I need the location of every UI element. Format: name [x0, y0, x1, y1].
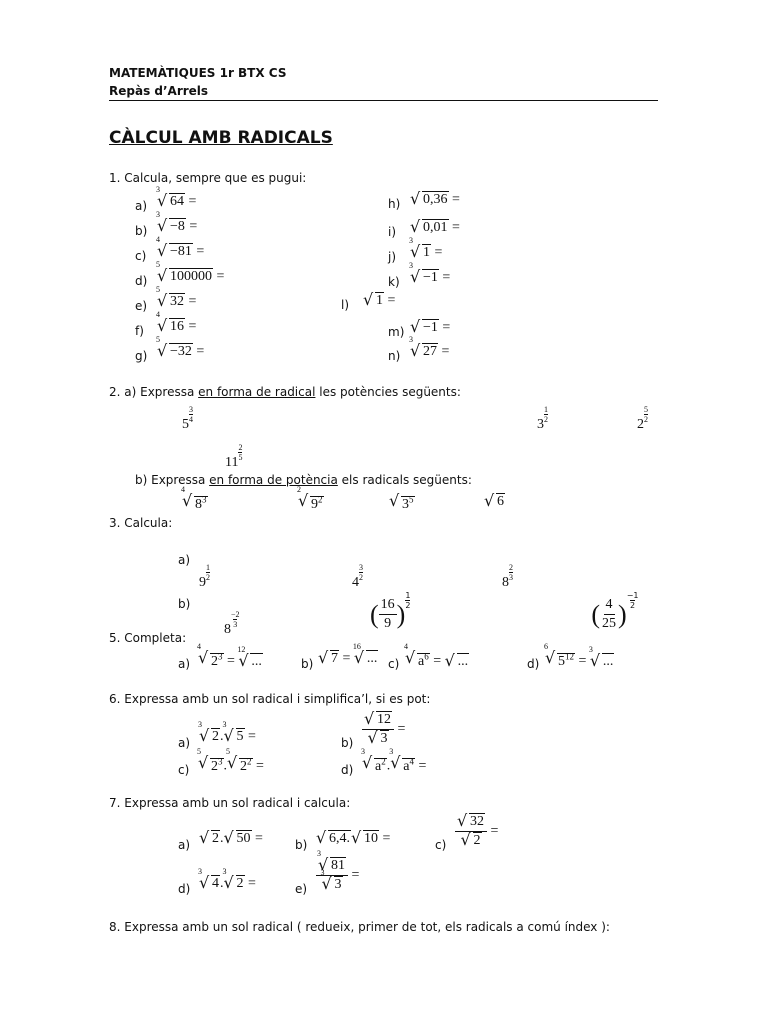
radicand: ...: [366, 651, 378, 666]
radicand: −81: [170, 244, 192, 259]
exp-den: 2: [630, 601, 636, 610]
course-title: MATEMÀTIQUES 1r BTX CS: [109, 66, 287, 80]
radicand: [210, 758, 224, 774]
radical: [364, 712, 392, 728]
radicand: −1: [423, 270, 438, 285]
q1-item-expression: √ 5 −32 =: [157, 344, 204, 360]
exponent-fraction: [189, 405, 193, 424]
q1-item-expression: √ 3 1 =: [410, 245, 442, 261]
expression: √ 3 81 √ 3 3 =: [316, 858, 359, 893]
denominator: 25: [602, 616, 617, 631]
q1-item-label: e): [135, 299, 148, 313]
radical: [199, 831, 220, 847]
exp-den: 3: [509, 572, 513, 582]
paren: ): [618, 599, 627, 629]
q7-label: e): [295, 882, 308, 896]
radical: [318, 651, 339, 667]
radicand: [401, 496, 415, 512]
q5-label: b): [301, 657, 314, 671]
fractional-power: [352, 562, 363, 591]
radicand: −8: [170, 219, 185, 234]
exp-num: 1: [206, 562, 210, 572]
radicand: [402, 758, 415, 774]
radical: [409, 261, 439, 286]
radical-index: √ 3: [222, 867, 227, 876]
power: [211, 756, 223, 774]
fractional-power: [591, 591, 639, 632]
radicand: 1: [423, 245, 430, 260]
radical-index: √ 5: [197, 747, 201, 756]
q2-prompt-b: b) Expressa en forma de potència els radicals següents:: [135, 473, 472, 487]
exp-den: 2: [544, 415, 548, 424]
power: [375, 756, 386, 774]
power: [418, 651, 429, 669]
fractional-power: [637, 405, 648, 433]
fraction: [379, 597, 397, 632]
radical-index: √ 5: [156, 260, 160, 269]
radicand: 100000: [170, 269, 212, 284]
exponent-fraction: [405, 591, 410, 610]
expression: √ 32 √ 2 =: [455, 814, 498, 849]
power-base: 2: [211, 653, 218, 669]
radicand: 5: [236, 729, 244, 744]
radicand: 50: [236, 831, 251, 846]
power-exponent: 2: [318, 494, 323, 504]
exponent-fraction: [544, 405, 548, 424]
power: [311, 494, 323, 512]
q1-item-label: h): [388, 197, 401, 211]
expression: [370, 597, 406, 631]
q6-label: b): [341, 736, 354, 750]
radical-index: √ 5: [156, 285, 160, 294]
radicand: 64: [170, 194, 184, 209]
fractional-power: [225, 443, 243, 471]
expression: √ 6 $5^{12}$ = √ 3 ...: [545, 651, 614, 670]
exp-num: 3: [189, 405, 193, 414]
power-base: 6: [497, 494, 504, 509]
q2-radical: [389, 494, 415, 513]
expression: √ 5 $2^3$. √ 5 $2^2$ =: [198, 756, 264, 775]
power-base: 2: [637, 417, 644, 432]
denominator: 9: [384, 616, 392, 631]
radical: [156, 185, 185, 210]
exp-num: 5: [644, 405, 648, 414]
radical: [368, 731, 389, 747]
denominator: [459, 832, 484, 849]
power-base: 2: [240, 758, 247, 774]
radicand: 0,36: [423, 192, 448, 207]
radicand: ...: [457, 653, 469, 669]
radical: [409, 236, 431, 261]
radical: [222, 720, 245, 745]
expression: √ 4 $2^3$ = √ 12 ...: [198, 651, 263, 670]
radicand: [194, 496, 208, 512]
fractional-power: [502, 562, 513, 591]
header-divider: [109, 100, 658, 101]
exp-num: 2: [238, 443, 243, 452]
power-exponent: 3: [218, 651, 223, 661]
radical: [156, 335, 193, 360]
radical-index: √ 3: [320, 868, 325, 877]
radical-index: √ 4: [156, 310, 160, 319]
q7-label: b): [295, 838, 308, 852]
power-base: 9: [311, 496, 318, 512]
q1-item-label: k): [388, 275, 400, 289]
exp-num: 1: [405, 591, 411, 600]
q5-prompt: 5. Completa:: [109, 631, 187, 645]
paren: ): [396, 599, 406, 629]
power-exponent: 2: [381, 756, 386, 766]
exp-den: 2: [206, 572, 210, 582]
expression: √ 4 $a^6$ = √ ...: [405, 651, 469, 670]
q8-prompt: 8. Expressa amb un sol radical ( redueix, primer de tot, els radicals a comú índex ):: [109, 920, 610, 934]
radical-index: √ 3: [156, 185, 160, 194]
radical: [588, 644, 615, 670]
radical: [410, 192, 449, 208]
course-subtitle: Repàs d’Arrels: [109, 84, 209, 98]
power-base: 8: [502, 574, 509, 590]
power: [558, 651, 574, 669]
expression: √ 12 √ 3 =: [362, 712, 405, 747]
radical: [237, 644, 263, 670]
denominator: [366, 730, 391, 747]
radical: [156, 235, 193, 260]
radical: [156, 285, 185, 310]
fractional-power: [370, 591, 411, 632]
power-base: 9: [199, 574, 206, 590]
paren: (: [591, 599, 601, 629]
radical-index: √ 3: [409, 261, 413, 270]
radical: [156, 260, 213, 285]
q1-item-expression: √ 4 16 =: [157, 319, 196, 335]
radical-index: √ 3: [198, 867, 202, 876]
fraction: [600, 597, 618, 632]
radical: [320, 868, 343, 893]
exponent-fraction: [644, 405, 648, 424]
power-exponent: 3: [202, 494, 207, 504]
fraction: [316, 849, 348, 893]
power-base: 3: [402, 496, 409, 512]
q6-label: d): [341, 763, 354, 777]
fraction: [455, 814, 487, 849]
exponent-fraction: [231, 610, 240, 629]
radical: [316, 831, 351, 847]
radical-index: √ 3: [588, 644, 593, 654]
radicand: [417, 653, 430, 669]
q1-item-label: n): [388, 349, 401, 363]
radical: [297, 485, 324, 513]
q6-label: c): [178, 763, 190, 777]
q1-item-label: g): [135, 349, 148, 363]
q2-radical: [484, 494, 505, 510]
exp-den: 5: [238, 453, 243, 462]
radical: [404, 642, 430, 670]
radicand: [374, 758, 387, 774]
q3-prompt: 3. Calcula:: [109, 516, 173, 530]
q1-item-expression: √ 4 −81 =: [157, 244, 204, 260]
expression: √ 6,4.√ 10 =: [316, 831, 390, 847]
power-base: 11: [225, 455, 239, 470]
radical: [197, 747, 224, 775]
exp-num: 1: [544, 405, 548, 414]
radical: [457, 814, 485, 830]
power-base: 8: [195, 496, 202, 512]
radical: [361, 747, 387, 775]
exponent-fraction: [238, 443, 242, 462]
radicand: 0,01: [423, 220, 448, 235]
radical: [197, 642, 224, 670]
radical-index: √ 4: [197, 642, 201, 651]
exponent-fraction: [359, 563, 363, 582]
q1-prompt: 1. Calcula, sempre que es pugui:: [109, 171, 307, 185]
q1-item-expression: √ −1 =: [410, 320, 450, 336]
radicand: 2: [212, 831, 219, 846]
q2-radical: [181, 485, 208, 513]
q1-item-expression: √ 3 −1 =: [410, 270, 450, 286]
radical-index: √ 3: [409, 236, 413, 245]
q5-label: d): [527, 657, 540, 671]
radicand: 3: [334, 877, 342, 892]
radical: [224, 831, 252, 847]
radicand: 32: [470, 814, 484, 829]
power-base: 5: [182, 417, 189, 432]
radicand: 2: [236, 876, 244, 891]
q7-label: a): [178, 838, 191, 852]
numerator: 16: [379, 597, 397, 615]
exp-num: −1: [626, 591, 639, 600]
q1-item-label: f): [135, 324, 144, 338]
q1-item-expression: √ 3 −8 =: [157, 219, 197, 235]
q7-label: c): [435, 838, 447, 852]
q1-item-label: m): [388, 325, 405, 339]
radicand: 1: [376, 293, 383, 308]
power: [497, 494, 504, 509]
radical: [410, 320, 439, 336]
q6-label: a): [178, 736, 191, 750]
q1-item-expression: √ 3 27 =: [410, 344, 449, 360]
radicand: 32: [170, 294, 184, 309]
power-base: 3: [537, 417, 544, 432]
radicand: 2: [473, 833, 481, 848]
power-exponent: 5: [409, 494, 414, 504]
q1-item-expression: √ 0,36 =: [410, 192, 460, 208]
q1-item-label: j): [388, 250, 397, 264]
radical: [226, 747, 253, 775]
q7-prompt: 7. Expressa amb un sol radical i calcula:: [109, 796, 351, 810]
power-base: 4: [352, 574, 359, 590]
radicand: [210, 653, 224, 669]
power: [240, 756, 252, 774]
radicand: 3: [380, 731, 388, 746]
radical-index: √ 2: [297, 485, 301, 494]
radical-index: √ 4: [156, 235, 160, 244]
radical-index: √ 4: [181, 485, 185, 494]
radicand: [496, 493, 505, 509]
radical: [181, 485, 208, 513]
q1-item-expression: √ 1 =: [363, 293, 395, 309]
radicand: −32: [170, 344, 192, 359]
q6-prompt: 6. Expressa amb un sol radical i simplifica’l, si es pot:: [109, 692, 431, 706]
radicand: −1: [423, 320, 438, 335]
radical: [363, 293, 384, 309]
power-base: a: [403, 758, 410, 774]
exp-num: −2: [231, 609, 240, 619]
q1-item-label: i): [388, 225, 397, 239]
power-base: 8: [224, 621, 231, 637]
radical-index: √ 3: [198, 720, 202, 729]
radicand: 12: [377, 712, 391, 727]
power-exponent: 3: [218, 756, 223, 766]
power-exponent: 6: [424, 651, 429, 661]
radical: [156, 210, 186, 235]
q1-item-label: c): [135, 249, 147, 263]
radical-index: √ 5: [226, 747, 230, 756]
fraction: [362, 712, 394, 747]
exp-num: 3: [359, 562, 363, 572]
radical: [544, 642, 575, 670]
radical-index: √ 3: [317, 849, 321, 858]
radicand: ...: [251, 653, 262, 669]
exp-den: 2: [359, 572, 363, 582]
q1-item-label: l): [341, 298, 350, 312]
expression: √ 3 $a^2$. √ 3 $a^4$ =: [362, 756, 426, 775]
fractional-power: [224, 609, 240, 638]
q2-radical: [297, 485, 324, 513]
power-base: 5: [558, 653, 565, 669]
q1-item-label: d): [135, 274, 148, 288]
radicand: [557, 653, 575, 669]
power: [211, 651, 223, 669]
radical-index: √ 12: [237, 644, 246, 654]
fractional-power: [182, 405, 193, 433]
exponent-fraction: [206, 563, 210, 582]
paren: (: [370, 599, 379, 629]
radical-index: √ 3: [389, 747, 394, 756]
expression: √ 2.√ 50 =: [199, 831, 263, 847]
radical-index: √ 5: [156, 335, 160, 344]
radicand: 10: [364, 831, 378, 846]
q2-prompt-a: 2. a) Expressa en forma de radical les potències següents:: [109, 385, 461, 399]
radicand: ...: [602, 653, 614, 669]
expression: √ 3 4. √ 3 2 =: [199, 876, 256, 892]
denominator: [320, 868, 345, 893]
power-exponent: 2: [247, 756, 252, 766]
radicand: [239, 758, 253, 774]
radical-index: √ 3: [409, 335, 413, 344]
radicand: 27: [423, 344, 437, 359]
power: [403, 756, 414, 774]
radicand: 4: [212, 876, 219, 891]
expression: [591, 597, 627, 631]
exponent-fraction: [509, 563, 513, 582]
q5-label: a): [178, 657, 191, 671]
radical: [222, 867, 245, 892]
exp-den: 3: [233, 619, 238, 629]
expression: √ 7 = √ 16 ...: [318, 651, 378, 667]
power: [402, 494, 414, 512]
radical: [389, 747, 415, 775]
radical-index: √ 4: [404, 642, 408, 651]
radical: [198, 867, 220, 892]
radical: [410, 220, 449, 236]
radicand: [310, 496, 324, 512]
radicand: 2: [212, 729, 219, 744]
expression: √ 3 2. √ 3 5 =: [199, 729, 256, 745]
fractional-power: [537, 405, 548, 433]
radical-index: √ 6: [544, 642, 548, 651]
radicand: 16: [170, 319, 184, 334]
radical: [484, 494, 505, 510]
exp-den: 4: [189, 415, 193, 424]
q1-item-expression: √ 5 100000 =: [157, 269, 224, 285]
radical-index: √ 16: [352, 642, 361, 651]
q1-item-expression: √ 0,01 =: [410, 220, 460, 236]
radical-index: √ 3: [361, 747, 365, 756]
exp-num: 2: [509, 562, 513, 572]
power-base: a: [418, 653, 425, 669]
radical: [156, 310, 185, 335]
radical: [351, 831, 379, 847]
radical: [409, 335, 438, 360]
radicand: 6,4.: [329, 831, 350, 846]
q5-label: c): [388, 657, 400, 671]
radical: [461, 833, 482, 849]
radicand: 7: [331, 651, 338, 666]
q1-item-expression: √ 5 32 =: [157, 294, 196, 310]
exp-den: 2: [644, 415, 648, 424]
exp-den: 2: [405, 601, 411, 610]
power-base: a: [375, 758, 382, 774]
power-base: 2: [211, 758, 218, 774]
q7-label: d): [178, 882, 191, 896]
radical: [389, 494, 415, 513]
numerator: 4: [604, 597, 615, 615]
radical-index: √ 3: [156, 210, 160, 219]
radical-index: √ 3: [222, 720, 227, 729]
power: [195, 494, 207, 512]
power-exponent: 12: [565, 651, 574, 661]
q1-item-label: b): [135, 224, 148, 238]
q3-label-a: a): [178, 553, 191, 567]
q1-item-label: a): [135, 199, 148, 213]
page-title: CÀLCUL AMB RADICALS: [109, 128, 333, 148]
q1-item-expression: √ 3 64 =: [157, 194, 196, 210]
radical: [445, 654, 470, 670]
power-exponent: 4: [409, 756, 414, 766]
radicand: 81: [331, 858, 345, 873]
radical: [198, 720, 220, 745]
fractional-power: [199, 562, 210, 591]
exponent-fraction: [627, 591, 639, 610]
q3-label-b: b): [178, 597, 191, 611]
